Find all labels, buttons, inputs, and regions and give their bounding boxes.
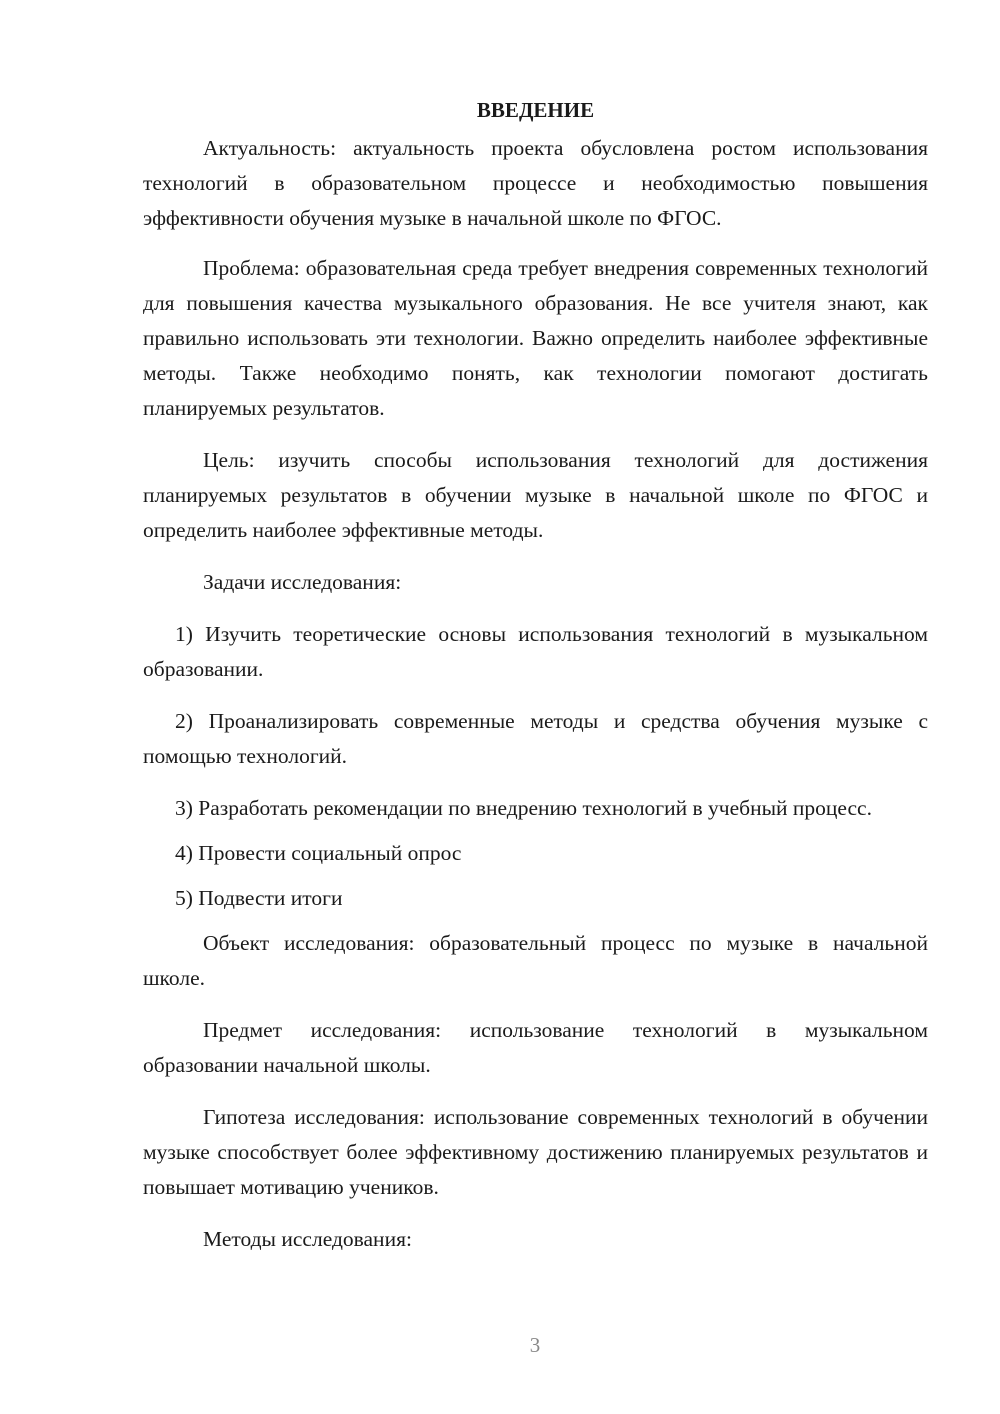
- object-paragraph: Объект исследования: образовательный процесс по музыке в начальной школе.: [143, 931, 928, 990]
- hypothesis-paragraph: Гипотеза исследования: использование современных технологий в обучении музыке способствует более эффективному достижению планируемых результатов и повышает мотивацию учеников.: [143, 1105, 928, 1199]
- task-item-5: 5) Подвести итоги: [175, 886, 343, 910]
- task-item-1: 1) Изучить теоретические основы использования технологий в музыкальном образовании.: [143, 622, 928, 681]
- task-item-4: 4) Провести социальный опрос: [175, 841, 462, 865]
- subject-paragraph: Предмет исследования: использование технологий в музыкальном образовании начальной школы.: [143, 1018, 928, 1077]
- methods-title: Методы исследования:: [203, 1227, 412, 1251]
- page-content: [143, 92, 928, 1257]
- tasks-title: Задачи исследования:: [203, 570, 402, 594]
- relevance-paragraph: Актуальность: актуальность проекта обусловлена ростом использования технологий в образовательном процессе и необходимостью повышения эффективности обучения музыке в начальной школе по ФГОС.: [143, 136, 928, 230]
- page-number: 3: [529, 1333, 541, 1357]
- section-heading: ВВЕДЕНИЕ: [476, 98, 595, 122]
- problem-paragraph: Проблема: образовательная среда требует внедрения современных технологий для повышения качества музыкального образования. Не все учителя знают, как правильно использовать эти технологии. Важно определить наиболее эффективные методы. Также необходимо понять, как технологии помогают достигать планируемых результатов.: [143, 256, 928, 420]
- task-item-2: 2) Проанализировать современные методы и средства обучения музыке с помощью технологий.: [143, 709, 928, 768]
- goal-paragraph: Цель: изучить способы использования технологий для достижения планируемых результатов в обучении музыке в начальной школе по ФГОС и определить наиболее эффективные методы.: [143, 448, 928, 542]
- task-item-3: 3) Разработать рекомендации по внедрению технологий в учебный процесс.: [175, 796, 872, 820]
